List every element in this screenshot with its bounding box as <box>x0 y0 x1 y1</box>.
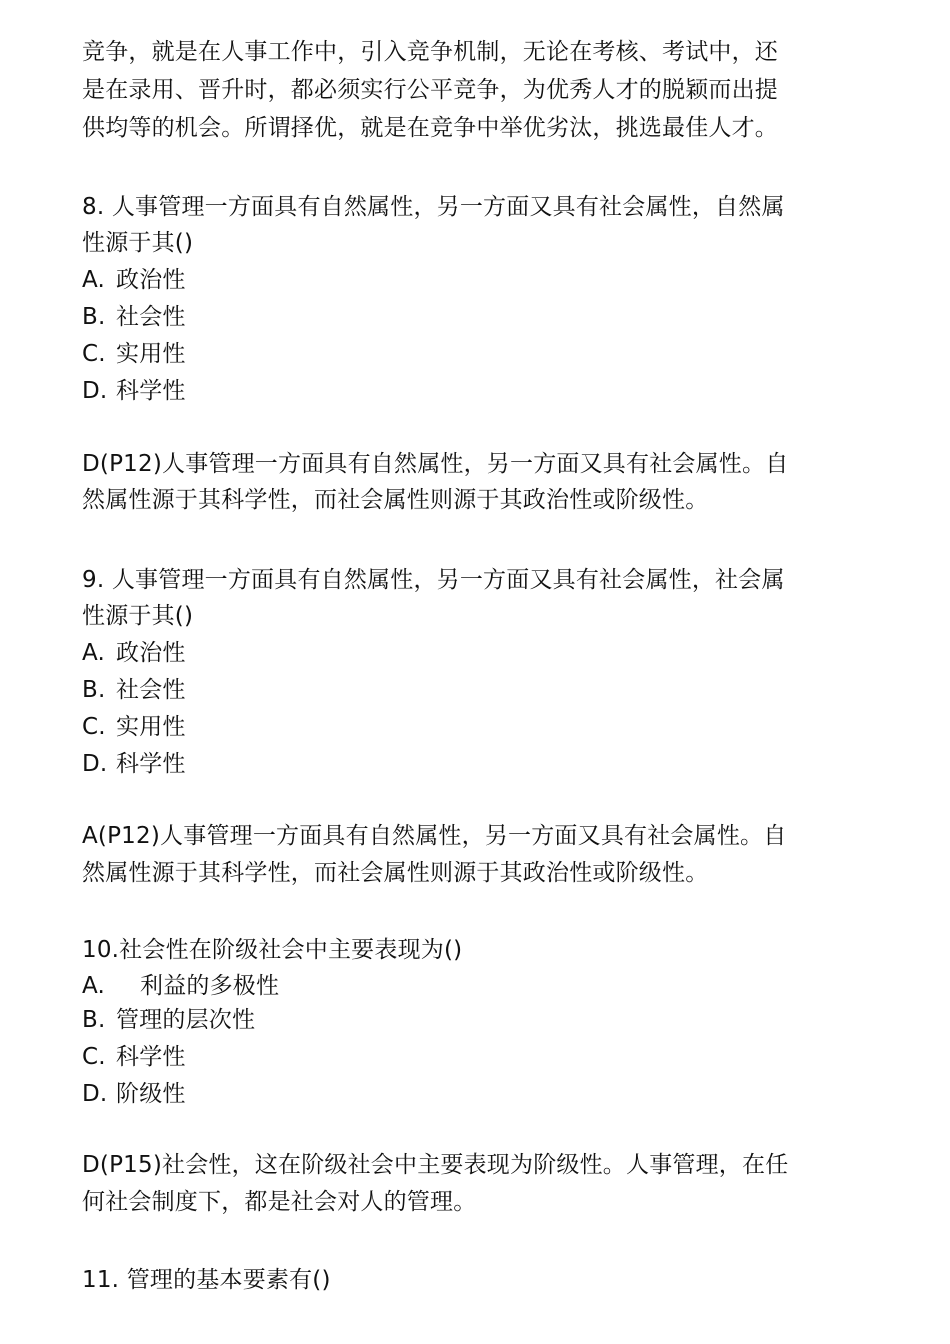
option-text: 科学性 <box>116 751 186 777</box>
option-text: 科学性 <box>116 378 186 404</box>
option-letter: A. <box>82 640 106 666</box>
question-9-option-d <box>82 746 186 782</box>
question-9-option-b <box>82 672 186 708</box>
question-8-option-a <box>82 262 186 298</box>
question-8-option-d <box>82 373 186 409</box>
option-letter: C. <box>82 1044 106 1070</box>
option-text: 政治性 <box>116 640 186 666</box>
option-letter: D. <box>82 751 108 777</box>
intro-line: 竞争，就是在人事工作中，引入竞争机制，无论在考核、考试中，还 <box>82 39 778 65</box>
question-8-stem: 性源于其() <box>82 230 194 256</box>
option-text: 管理的层次性 <box>116 1007 256 1033</box>
option-text: 利益的多极性 <box>140 973 280 999</box>
option-text: 政治性 <box>116 267 186 293</box>
option-letter: C. <box>82 714 106 740</box>
question-10-answer: D(P15)社会性，这在阶级社会中主要表现为阶级性。人事管理，在任 <box>82 1152 789 1178</box>
question-9-stem: 9. 人事管理一方面具有自然属性，另一方面又具有社会属性，社会属 <box>82 567 785 593</box>
option-text: 实用性 <box>116 714 186 740</box>
option-letter: B. <box>82 304 106 330</box>
option-letter: B. <box>82 1007 106 1033</box>
option-text: 科学性 <box>116 1044 186 1070</box>
question-10-option-a <box>82 968 279 1004</box>
option-text: 实用性 <box>116 341 186 367</box>
intro-line: 供均等的机会。所谓择优，就是在竞争中举优劣汰，挑选最佳人才。 <box>82 115 778 141</box>
question-11-stem: 11. 管理的基本要素有() <box>82 1267 331 1293</box>
option-text: 阶级性 <box>116 1081 186 1107</box>
option-letter: D. <box>82 378 108 404</box>
question-8-stem: 8. 人事管理一方面具有自然属性，另一方面又具有社会属性，自然属 <box>82 194 785 220</box>
option-letter: A. <box>82 267 106 293</box>
question-9-option-c <box>82 709 186 745</box>
question-10-stem: 10.社会性在阶级社会中主要表现为() <box>82 937 463 963</box>
question-9-answer: 然属性源于其科学性，而社会属性则源于其政治性或阶级性。 <box>82 860 709 886</box>
question-8-option-c <box>82 336 186 372</box>
question-9-option-a <box>82 635 186 671</box>
question-8-option-b <box>82 299 186 335</box>
question-10-option-d <box>82 1076 186 1112</box>
question-10-option-c <box>82 1039 186 1075</box>
option-letter: A. <box>82 973 106 999</box>
question-9-answer: A(P12)人事管理一方面具有自然属性，另一方面又具有社会属性。自 <box>82 823 787 849</box>
intro-line: 是在录用、晋升时，都必须实行公平竞争，为优秀人才的脱颖而出提 <box>82 77 778 103</box>
question-10-option-b <box>82 1002 255 1038</box>
option-letter: C. <box>82 341 106 367</box>
option-text: 社会性 <box>116 677 186 703</box>
question-9-stem: 性源于其() <box>82 603 194 629</box>
question-10-answer: 何社会制度下，都是社会对人的管理。 <box>82 1189 477 1215</box>
option-letter: D. <box>82 1081 108 1107</box>
question-8-answer: 然属性源于其科学性，而社会属性则源于其政治性或阶级性。 <box>82 487 709 513</box>
question-8-answer: D(P12)人事管理一方面具有自然属性，另一方面又具有社会属性。自 <box>82 451 789 477</box>
option-letter: B. <box>82 677 106 703</box>
option-text: 社会性 <box>116 304 186 330</box>
